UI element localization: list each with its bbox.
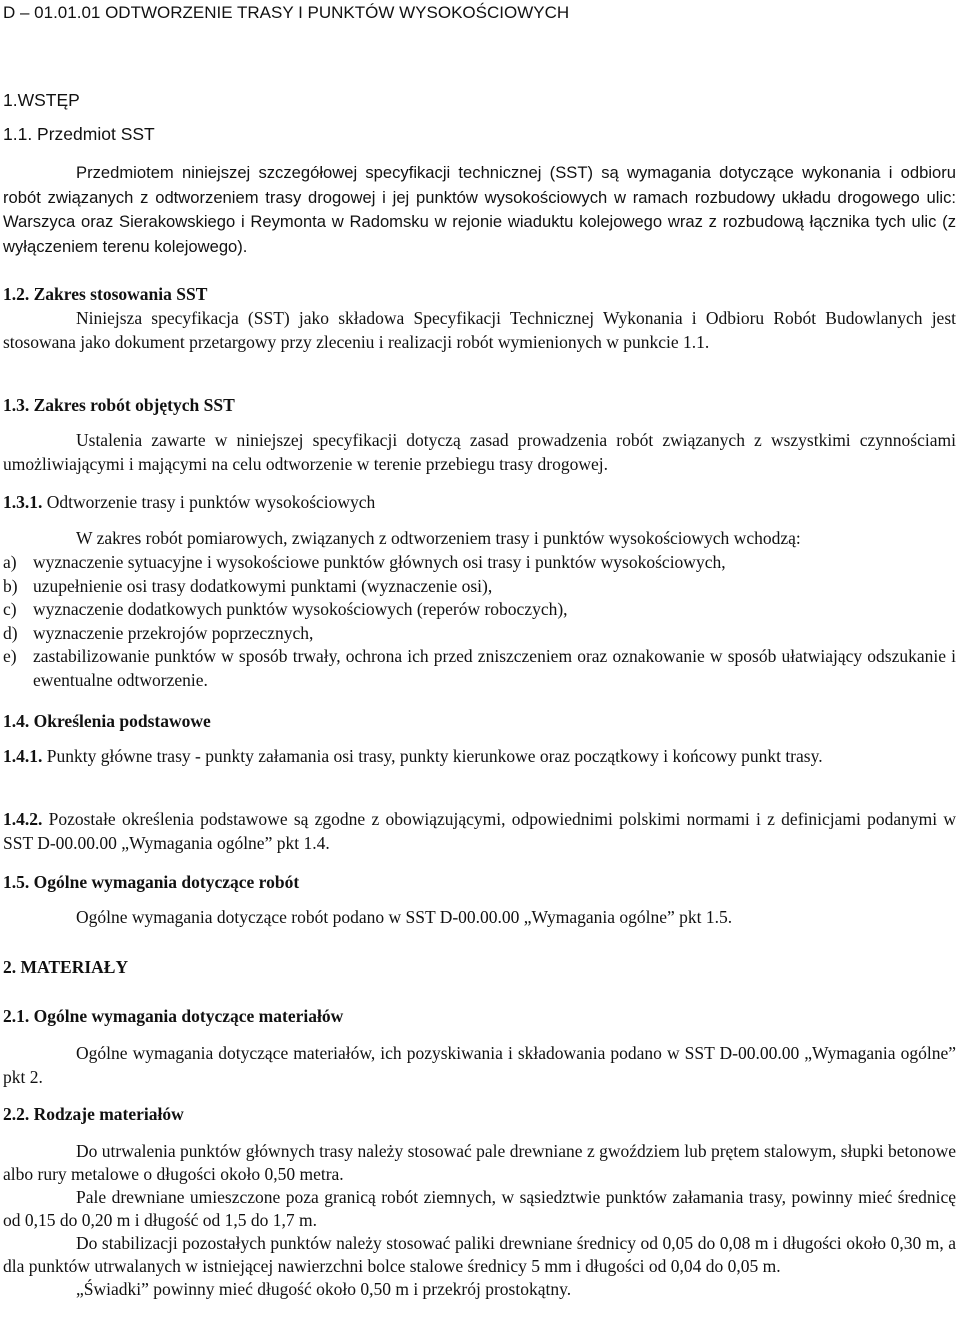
section-number: 1.4.2. xyxy=(3,809,43,829)
section-1-1-body: Przedmiotem niniejszej szczegółowej specyfikacji technicznej (SST) są wymagania dotyczące wykonania i odbioru robót związanych z odtworzeniem trasy drogowej i jej punktów wysokościowych w ramach rozbudowy układu drogowego ulic: Warszyca oraz Sierakowskiego i Reymonta w Radomsku w rejonie wiaduktu kolejowego wraz z rozbudową łącznika tych ulic (z wyłączeniem terenu kolejowego). xyxy=(3,163,956,256)
section-1-4-1-body: Punkty główne trasy - punkty załamania osi trasy, punkty kierunkowe oraz początkowy i końcowy punkt trasy. xyxy=(46,746,823,766)
list-item xyxy=(3,575,956,599)
list-item xyxy=(3,645,956,692)
section-heading-1-1: 1.1. Przedmiot SST xyxy=(3,124,155,144)
paragraph: Do stabilizacji pozostałych punktów należy stosować paliki drewniane średnicy od 0,05 do 0,08 m i długości około 0,30 m, a dla punktów utrwalanych w istniejącej nawierzchni bolce stalowe średnicy 5 mm i długości od 0,04 do 0,05 m. xyxy=(3,1233,956,1276)
section-number: 1.3. xyxy=(3,395,30,415)
section-1-4-2 xyxy=(3,808,956,855)
list-marker: c) xyxy=(3,599,17,619)
list-item-text: wyznaczenie dodatkowych punktów wysokościowych (reperów roboczych), xyxy=(33,599,568,619)
section-title: Odtworzenie trasy i punktów wysokościowych xyxy=(46,492,376,512)
section-number: 1.3.1. xyxy=(3,492,43,512)
works-list xyxy=(3,551,956,692)
section-1-5-body: Ogólne wymagania dotyczące robót podano w SST D-00.00.00 „Wymagania ogólne” pkt 1.5. xyxy=(76,907,733,927)
document-title: D – 01.01.01 ODTWORZENIE TRASY I PUNKTÓW WYSOKOŚCIOWYCH xyxy=(3,3,570,22)
list-item-text: wyznaczenie przekrojów poprzecznych, xyxy=(33,622,314,643)
section-number: 1.4.1. xyxy=(3,746,43,766)
section-heading-2-2: 2.2. Rodzaje materiałów xyxy=(3,1104,184,1124)
section-1-4-1 xyxy=(3,745,956,769)
section-heading-1-5: 1.5. Ogólne wymagania dotyczące robót xyxy=(3,872,300,892)
list-item xyxy=(3,622,956,646)
paragraph: Do utrwalenia punktów głównych trasy należy stosować pale drewniane z gwoździem lub prętem stalowym, słupki betonowe albo rury metalowe o długości około 0,50 metra. xyxy=(3,1141,956,1184)
list-item xyxy=(3,598,956,622)
section-heading-1-4: 1.4. Określenia podstawowe xyxy=(3,711,211,731)
section-heading-1-2 xyxy=(3,283,207,307)
section-2-2-body xyxy=(3,1140,956,1301)
section-title: Zakres stosowania SST xyxy=(33,284,208,304)
list-item-text: wyznaczenie sytuacyjne i wysokościowe punktów głównych osi trasy i punktów wysokościowych, xyxy=(33,552,726,572)
section-heading-2-1: 2.1. Ogólne wymagania dotyczące materiałów xyxy=(3,1006,344,1026)
paragraph: „Świadki” powinny mieć długość około 0,50 m i przekrój prostokątny. xyxy=(76,1279,572,1299)
section-heading-1-3-1 xyxy=(3,491,375,515)
paragraph: Pale drewniane umieszczone poza granicą robót ziemnych, w sąsiedztwie punktów załamania trasy, powinny mieć średnicę od 0,15 do 0,20 m i długość od 1,5 do 1,7 m. xyxy=(3,1187,956,1230)
section-title: Zakres robót objętych SST xyxy=(33,395,235,415)
list-marker: e) xyxy=(3,646,17,666)
list-marker: d) xyxy=(3,622,18,643)
section-heading-2: 2. MATERIAŁY xyxy=(3,957,129,977)
list-item xyxy=(3,551,956,575)
section-heading-1-3 xyxy=(3,394,235,418)
section-heading-1: 1.WSTĘP xyxy=(3,90,80,110)
list-item-text: zastabilizowanie punktów w sposób trwały, ochrona ich przed zniszczeniem oraz oznakowanie w sposób ułatwiający odszukanie i ewentualne odtworzenie. xyxy=(33,646,956,690)
list-marker: a) xyxy=(3,552,17,572)
section-1-3-1-intro: W zakres robót pomiarowych, związanych z odtworzeniem trasy i punktów wysokościowych wchodzą: xyxy=(76,528,801,548)
list-marker: b) xyxy=(3,575,18,596)
section-1-2-body: Niniejsza specyfikacja (SST) jako składowa Specyfikacji Technicznej Wykonania i Odbioru Robót Budowlanych jest stosowana jako dokument przetargowy przy zleceniu i realizacji robót wymienionych w punkcie 1.1. xyxy=(3,308,956,352)
section-number: 1.2. xyxy=(3,284,30,304)
list-item-text: uzupełnienie osi trasy dodatkowymi punktami (wyznaczenie osi), xyxy=(33,575,493,596)
section-1-3-body: Ustalenia zawarte w niniejszej specyfikacji dotyczą zasad prowadzenia robót związanych z wszystkimi czynnościami umożliwiającymi i mającymi na celu odtworzenie w terenie przebiegu trasy drogowej. xyxy=(3,430,956,474)
section-1-4-2-body: Pozostałe określenia podstawowe są zgodne z obowiązującymi, odpowiednimi polskimi normami i z definicjami podanymi w SST D-00.00.00 „Wymagania ogólne” pkt 1.4. xyxy=(3,809,956,853)
section-2-1-body: Ogólne wymagania dotyczące materiałów, ich pozyskiwania i składowania podano w SST D-00.00.00 „Wymagania ogólne” pkt 2. xyxy=(3,1043,956,1087)
